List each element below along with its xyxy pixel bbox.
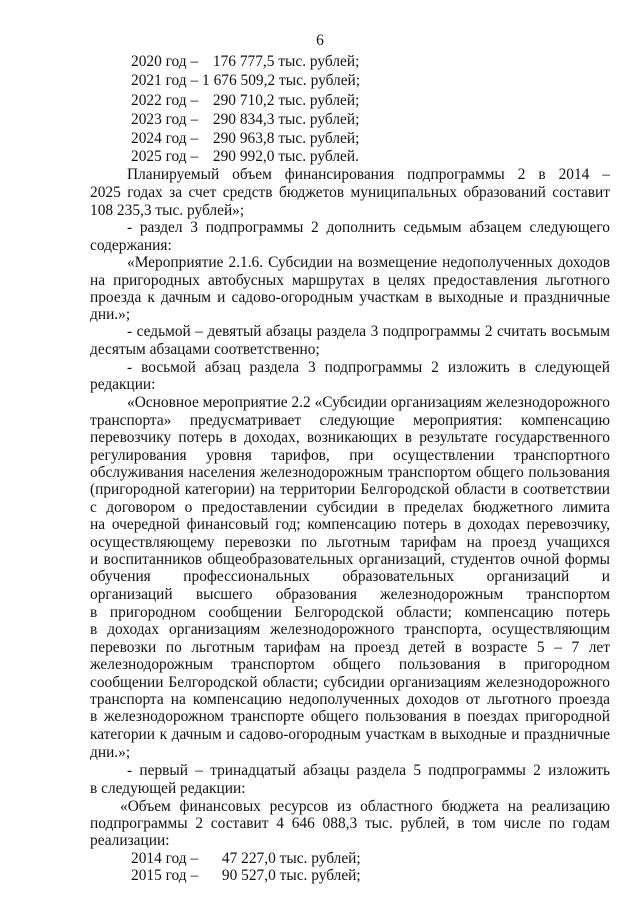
- text-line: в доходах организациям железнодорожного транспорта, осуществляющим: [90, 621, 610, 638]
- year-amount: 290 710,2 тыс. рублей;: [212, 92, 360, 109]
- text-line: дни.»;: [90, 744, 131, 761]
- year-amount: 290 963,8 тыс. рублей;: [212, 130, 360, 147]
- text-line: - первый – тринадцатый абзацы раздела 5 подпрограммы 2 изложить: [127, 762, 610, 779]
- year-list-item: [131, 148, 359, 165]
- year-label: 2020 год –: [131, 53, 199, 70]
- year-amount: 290 992,0 тыс. рублей.: [212, 148, 359, 165]
- year-list-item: [131, 850, 361, 867]
- text-line: дни.»;: [90, 306, 131, 323]
- year-label: 2015 год –: [131, 867, 199, 884]
- year-list-item: [131, 72, 360, 89]
- year-amount: 47 227,0 тыс. рублей;: [221, 850, 361, 867]
- text-line: «Основное мероприятие 2.2 «Субсидии организациям железнодорожного: [127, 394, 610, 411]
- year-list-item: [131, 130, 359, 147]
- year-label: 2024 год –: [131, 130, 199, 147]
- year-label: 2023 год –: [131, 111, 199, 128]
- text-line: содержания:: [90, 237, 172, 254]
- text-line: на пригородных автобусных маршрутах в целях предоставления льготного: [90, 272, 610, 289]
- text-line: десятым абзацами соответственно;: [90, 341, 320, 358]
- year-amount: 676 509,2 тыс. рублей;: [213, 72, 361, 89]
- year-list-item: [131, 92, 359, 109]
- year-label: 2014 год –: [131, 850, 199, 867]
- text-line: обучения профессиональных образовательных организаций и: [90, 568, 610, 585]
- text-line: и воспитанников общеобразовательных организаций, студентов очной формы: [90, 551, 610, 568]
- text-line: транспорта» предусматривает следующие мероприятия: компенсацию: [90, 412, 610, 429]
- text-line: перевозчику потерь в доходах, возникающих в результате государственного: [90, 429, 610, 446]
- year-list-item: [131, 867, 361, 884]
- text-line: 108 235,3 тыс. рублей»;: [90, 202, 245, 219]
- text-line: в следующей редакции:: [90, 780, 246, 797]
- text-line: проезда к дачным и садово-огородным участкам в выходные и праздничные: [90, 289, 610, 306]
- text-line: на очередной финансовый год; компенсацию потерь в доходах перевозчику,: [90, 516, 610, 533]
- text-line: категории к дачным и садово-огородным участкам в выходные и праздничные: [90, 726, 610, 743]
- text-line: Планируемый объем финансирования подпрограммы 2 в 2014 –: [127, 166, 610, 183]
- text-line: подпрограммы 2 составит 4 646 088,3 тыс. рублей, в том числе по годам: [90, 815, 610, 832]
- text-line: обслуживания населения железнодорожным транспортом общего пользования: [90, 464, 610, 481]
- year-label: 2021 год – 1: [131, 72, 210, 89]
- text-line: - раздел 3 подпрограммы 2 дополнить седьмым абзацем следующего: [127, 219, 610, 236]
- text-line: 2025 годах за счет средств бюджетов муниципальных образований составит: [90, 184, 610, 201]
- year-amount: 176 777,5 тыс. рублей;: [212, 53, 360, 70]
- text-line: «Объем финансовых ресурсов из областного бюджета на реализацию: [120, 798, 610, 815]
- text-line: осуществляющему перевозки по льготным тарифам на проезд учащихся: [90, 534, 610, 551]
- text-line: железнодорожным транспортом общего пользования в пригородном: [90, 656, 610, 673]
- text-line: - восьмой абзац раздела 3 подпрограммы 2 изложить в следующей: [127, 359, 610, 376]
- year-label: 2022 год –: [131, 92, 199, 109]
- year-amount: 290 834,3 тыс. рублей;: [212, 111, 360, 128]
- year-list-item: [131, 111, 359, 128]
- year-amount: 90 527,0 тыс. рублей;: [221, 867, 361, 884]
- text-line: транспорта на компенсацию недополученных доходов от льготного проезда: [90, 691, 610, 708]
- text-line: перевозки по льготным тарифам на проезд детей в возрасте 5 – 7 лет: [90, 639, 610, 656]
- text-line: сообщении Белгородской области; субсидии организациям железнодорожного: [90, 674, 610, 691]
- text-line: с договором о предоставлении субсидии в пределах бюджетного лимита: [90, 499, 610, 516]
- text-line: (пригородной категории) на территории Белгородской области в соответствии: [90, 481, 610, 498]
- text-line: реализации:: [90, 832, 170, 849]
- text-line: организаций высшего образования железнодорожным транспортом: [90, 586, 610, 603]
- text-line: «Мероприятие 2.1.6. Субсидии на возмещение недополученных доходов: [127, 254, 610, 271]
- year-label: 2025 год –: [131, 148, 199, 165]
- text-line: - седьмой – девятый абзацы раздела 3 подпрограммы 2 считать восьмым: [127, 323, 610, 340]
- year-list-item: [131, 53, 359, 70]
- text-line: в пригородном сообщении Белгородской области; компенсацию потерь: [90, 604, 610, 621]
- page-number: 6: [316, 32, 324, 49]
- text-line: регулирования уровня тарифов, при осуществлении транспортного: [90, 447, 610, 464]
- text-line: редакции:: [90, 376, 156, 393]
- text-line: в железнодорожном транспорте общего пользования в поездах пригородной: [90, 708, 610, 725]
